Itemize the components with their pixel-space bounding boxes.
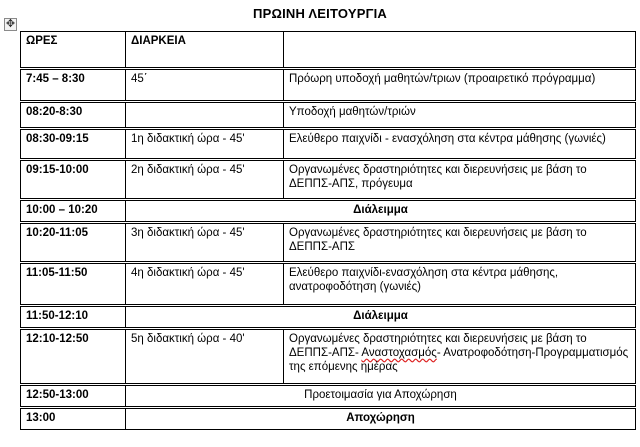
activity-text: - Ανατροφοδότηση-Προγραμματισμός της επόμενης ημέρας [289, 347, 629, 373]
time-cell: 09:15-10:00 [21, 160, 126, 200]
activity-text: Οργανωμένες δραστηριότητες και διερευνήσεις με βάση το ΔΕΠΠΣ-ΑΠΣ- [289, 333, 587, 359]
merged-cell: Αποχώρηση [126, 408, 636, 430]
duration-cell [126, 102, 284, 129]
duration-cell: 5η διδακτική ώρα - 40' [126, 329, 284, 385]
time-cell: 11:05-11:50 [21, 263, 126, 306]
time-cell: 12:50-13:00 [21, 385, 126, 408]
table-row [21, 263, 636, 306]
break-cell: Διάλειμμα [126, 200, 636, 223]
header-duration: ΔΙΑΡΚΕΙΑ [126, 32, 284, 69]
duration-cell: 45΄ [126, 69, 284, 102]
table-row [21, 102, 636, 129]
break-cell: Διάλειμμα [126, 306, 636, 329]
table-row [21, 408, 636, 430]
table-row [21, 69, 636, 102]
table-row [21, 385, 636, 408]
duration-cell: 4η διδακτική ώρα - 45' [126, 263, 284, 306]
time-cell: 13:00 [21, 408, 126, 430]
time-cell: 08:20-8:30 [21, 102, 126, 129]
activity-cell: Ελεύθερο παιχνίδι - ενασχόληση στα κέντρα μάθησης (γωνιές) [284, 129, 636, 160]
time-cell: 12:10-12:50 [21, 329, 126, 385]
header-time: ΩΡΕΣ [21, 32, 126, 69]
duration-cell: 3η διδακτική ώρα - 45' [126, 223, 284, 263]
move-handle-icon[interactable]: ✥ [5, 18, 16, 30]
time-cell: 7:45 – 8:30 [21, 69, 126, 102]
table-row [21, 160, 636, 200]
schedule-table [20, 31, 636, 430]
merged-cell: Προετοιμασία για Αποχώρηση [126, 385, 636, 408]
time-cell: 08:30-09:15 [21, 129, 126, 160]
time-cell: 10:00 – 10:20 [21, 200, 126, 223]
document-title: ΠΡΩΙΝΗ ΛΕΙΤΟΥΡΓΙΑ [253, 6, 387, 21]
table-row [21, 129, 636, 160]
activity-cell: Οργανωμένες δραστηριότητες και διερευνήσεις με βάση το ΔΕΠΠΣ-ΑΠΣ [284, 223, 636, 263]
table-row [21, 200, 636, 223]
table-row [21, 223, 636, 263]
activity-cell: Ελεύθερο παιχνίδι-ενασχόληση στα κέντρα μάθησης, ανατροφοδότηση (γωνιές) [284, 263, 636, 306]
duration-cell: 2η διδακτική ώρα - 45' [126, 160, 284, 200]
table-header-row [21, 32, 636, 69]
time-cell: 10:20-11:05 [21, 223, 126, 263]
spellcheck-flagged-word: Αναστοχασμός [361, 347, 437, 359]
table-row [21, 306, 636, 329]
header-activity [284, 32, 636, 69]
activity-cell: Πρόωρη υποδοχή μαθητών/τριων (προαιρετικό πρόγραμμα) [284, 69, 636, 102]
duration-cell: 1η διδακτική ώρα - 45' [126, 129, 284, 160]
activity-cell [284, 329, 636, 385]
activity-cell: Οργανωμένες δραστηριότητες και διερευνήσεις με βάση το ΔΕΠΠΣ-ΑΠΣ, πρόγευμα [284, 160, 636, 200]
activity-cell: Υποδοχή μαθητών/τριών [284, 102, 636, 129]
time-cell: 11:50-12:10 [21, 306, 126, 329]
table-row [21, 329, 636, 385]
